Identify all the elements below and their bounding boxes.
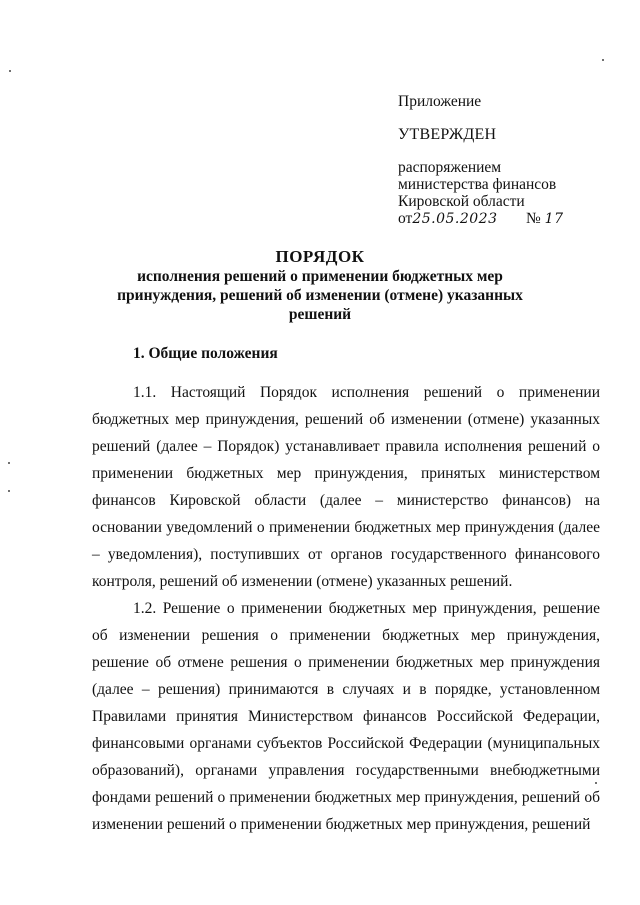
- document-subtitle: исполнения решений о применении бюджетных мер принуждения, решений об изменении (отмене) указанных решений: [117, 268, 523, 323]
- document-title: ПОРЯДОК: [275, 247, 365, 266]
- handwritten-number: 17: [544, 211, 564, 227]
- approval-block: [398, 93, 608, 228]
- paragraph-1-2: [92, 595, 600, 838]
- paragraph-1-1-text: 1.1. Настоящий Порядок исполнения решений о применении бюджетных мер принуждения, решений об изменении (отмене) указанных решений (далее – Порядок) устанавливает правила исполнения решений о применении бюджетных мер принуждения, принятых министерством финансов Кировской области (далее – министерство финансов) на основании уведомлений о применении бюджетных мер принуждения (далее – уведомления), поступивших от органов государственного финансового контроля, решений об изменении (отмене) указанных решений.: [92, 384, 600, 590]
- attachment-label: Приложение: [398, 93, 482, 110]
- section-heading: 1. Общие положения: [133, 345, 278, 362]
- scan-speck: [595, 782, 597, 784]
- number-prefix: №: [526, 210, 541, 227]
- approved-by-line-2: министерства финансов: [398, 176, 557, 193]
- date-prefix: от: [398, 210, 413, 227]
- date-number-line: [398, 210, 608, 228]
- scan-speck: [8, 490, 10, 492]
- scan-speck: [602, 59, 604, 61]
- approved-by-line-1: распоряжением: [398, 159, 502, 176]
- approved-by-line-3: Кировской области: [398, 193, 525, 210]
- scan-speck: [8, 462, 10, 464]
- scan-speck: [9, 70, 11, 72]
- handwritten-date: 25.05.2023: [412, 211, 498, 227]
- number-field: [526, 210, 564, 228]
- paragraph-1-2-text: 1.2. Решение о применении бюджетных мер принуждения, решение об изменении решения о применении бюджетных мер принуждения, решение об отмене решения о применении бюджетных мер принуждения (далее – решения) принимаются в случаях и в порядке, установленном Правилами принятия Министерством финансов Российской Федерации, финансовыми органами субъектов Российской Федерации (муниципальных образований), органами управления государственными внебюджетными фондами решений о применении бюджетных мер принуждения, решений об изменении решений о применении бюджетных мер принуждения, решений: [92, 600, 600, 833]
- approved-label: УТВЕРЖДЕН: [398, 126, 497, 143]
- document-title-block: [0, 247, 640, 324]
- paragraph-1-1: [92, 379, 600, 595]
